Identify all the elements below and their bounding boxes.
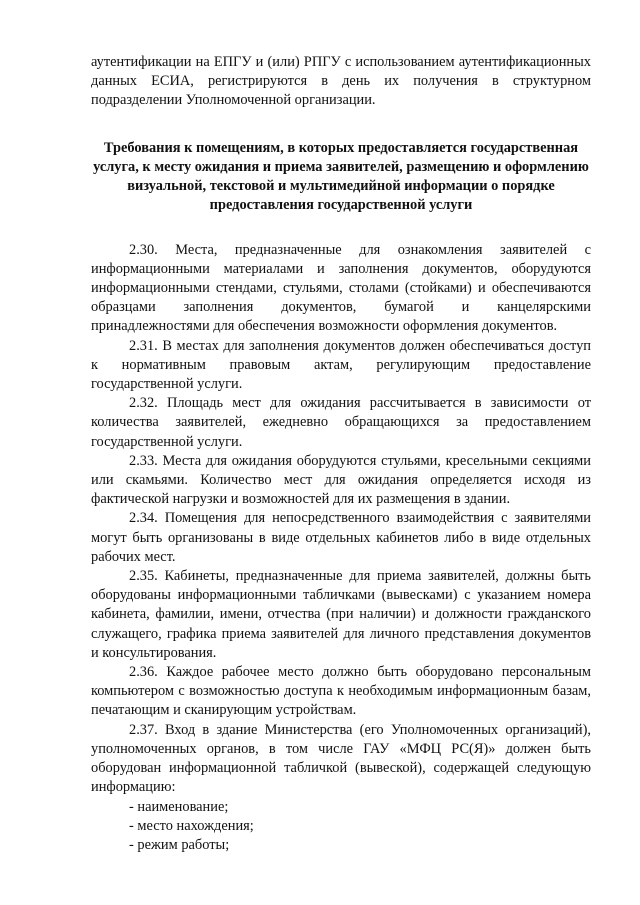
list-item: - режим работы;	[129, 836, 230, 853]
list-item: - наименование;	[129, 798, 229, 815]
paragraph-2-37: 2.37. Вход в здание Министерства (его Уполномоченных организаций), уполномоченных органов, в том числе ГАУ «МФЦ РС(Я)» должен быть оборудован информационной табличкой (вывеской), содержащей следующую информацию:	[91, 721, 591, 796]
paragraph-2-30: 2.30. Места, предназначенные для ознакомления заявителей с информационными материалами и заполнения документов, оборудуются информационными стендами, стульями, столами (стойками) и обеспечиваются образцами заполнения документов, бумагой и канцелярскими принадлежностями для обеспечения возможности оформления документов.	[91, 241, 591, 335]
paragraph-2-33: 2.33. Места для ожидания оборудуются стульями, кресельными секциями или скамьями. Количество мест для ожидания определяется исходя из фактической нагрузки и возможностей для их размещения в здании.	[91, 452, 591, 508]
intro-paragraph: аутентификации на ЕПГУ и (или) РПГУ с использованием аутентификационных данных ЕСИА, регистрируются в день их получения в структурном подразделении Уполномоченной организации.	[91, 54, 591, 109]
paragraph-2-31: 2.31. В местах для заполнения документов должен обеспечиваться доступ к нормативным правовым актам, регулирующим предоставление государственной услуги.	[91, 337, 591, 393]
section-heading: Требования к помещениям, в которых предоставляется государственная услуга, к месту ожидания и приема заявителей, размещению и оформлению визуальной, текстовой и мультимедийной информации о порядке предоставления государственной услуги	[93, 139, 589, 213]
paragraph-2-35: 2.35. Кабинеты, предназначенные для приема заявителей, должны быть оборудованы информационными табличками (вывесками) с указанием номера кабинета, фамилии, имени, отчества (при наличии) и должности гражданского служащего, графика приема заявителей для личного представления документов и консультирования.	[91, 568, 591, 661]
paragraph-2-36: 2.36. Каждое рабочее место должно быть оборудовано персональным компьютером с возможностью доступа к необходимым информационным базам, печатающим и сканирующим устройствам.	[91, 664, 591, 719]
paragraph-2-34: 2.34. Помещения для непосредственного взаимодействия с заявителями могут быть организованы в виде отдельных кабинетов либо в виде отдельных рабочих мест.	[91, 510, 591, 565]
list-item: - место нахождения;	[129, 817, 254, 834]
document-page	[91, 53, 591, 855]
paragraph-2-32: 2.32. Площадь мест для ожидания рассчитывается в зависимости от количества заявителей, ежедневно обращающихся за предоставлением государственной услуги.	[91, 395, 591, 450]
